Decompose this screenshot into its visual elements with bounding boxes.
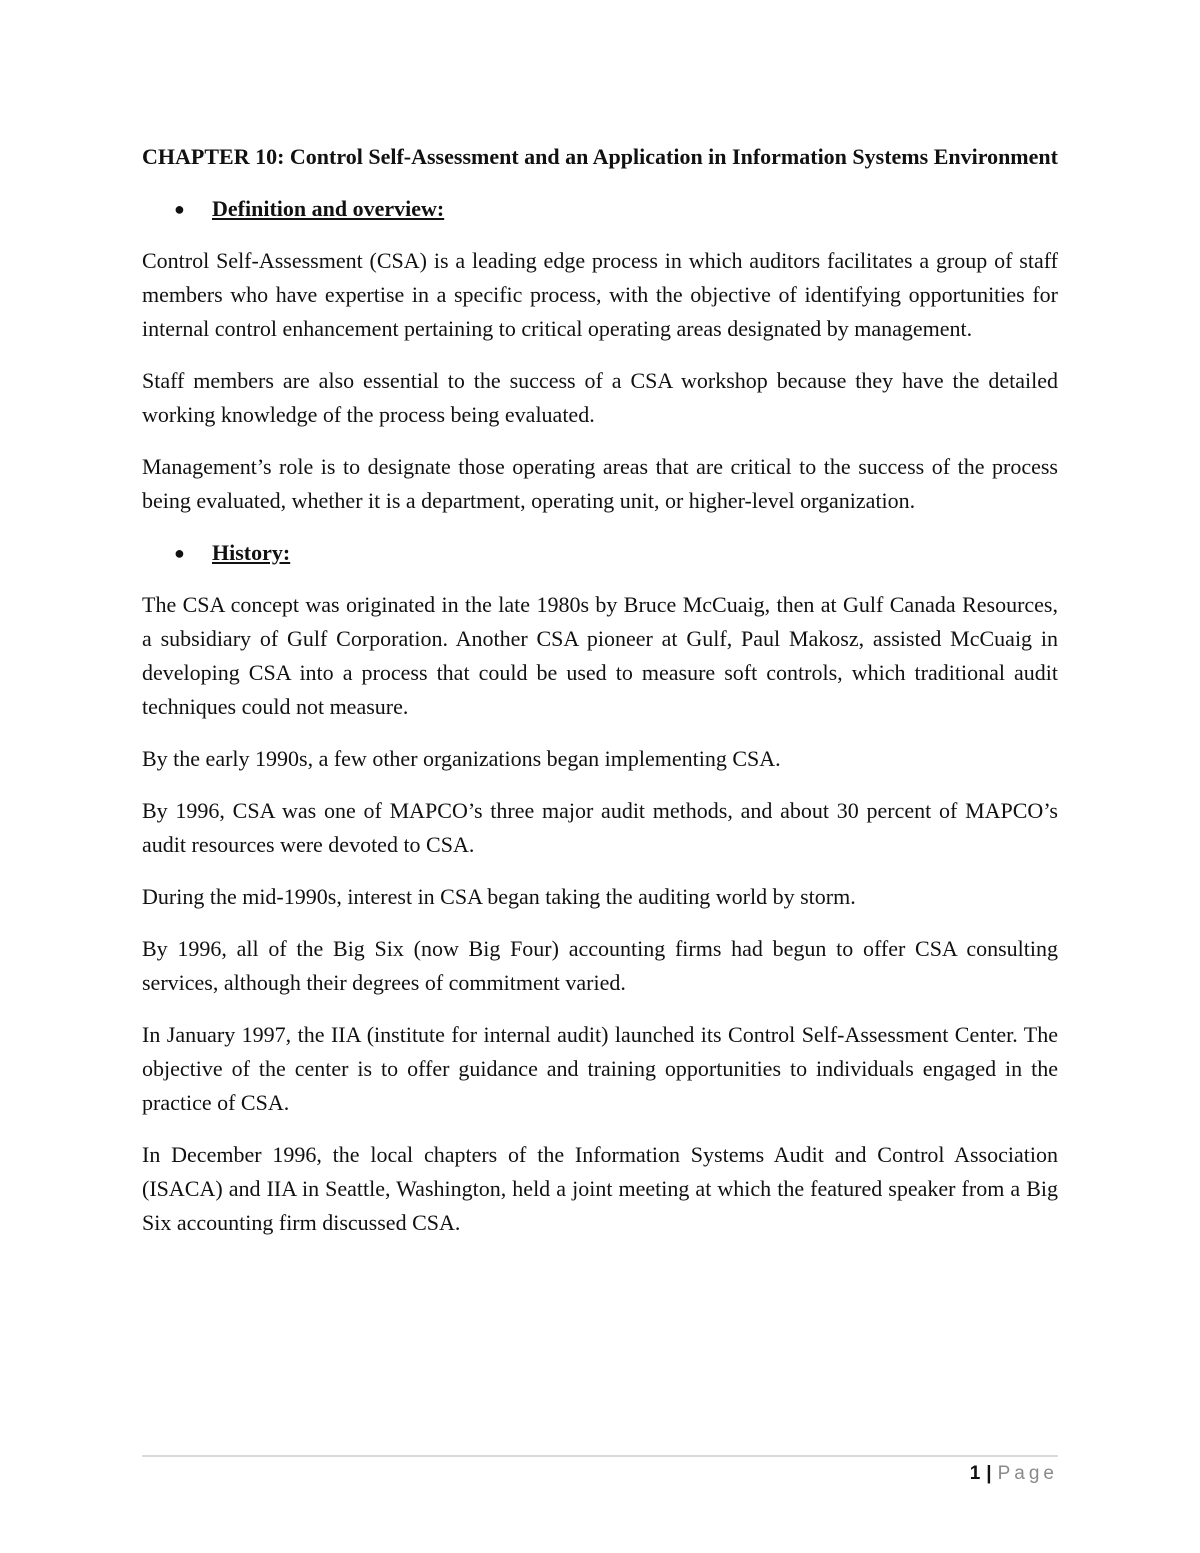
- paragraph: By the early 1990s, a few other organizations began implementing CSA.: [142, 746, 781, 771]
- paragraph: During the mid-1990s, interest in CSA began taking the auditing world by storm.: [142, 884, 856, 909]
- paragraph: By 1996, all of the Big Six (now Big Four) accounting firms had begun to offer CSA consulting services, although their degrees of commitment varied.: [142, 936, 1058, 995]
- section-heading-history: [142, 536, 1058, 570]
- paragraph: Control Self-Assessment (CSA) is a leading edge process in which auditors facilitates a group of staff members who have expertise in a specific process, with the objective of identifying opportunities for internal control enhancement pertaining to critical operating areas designated by management.: [142, 248, 1058, 341]
- paragraph: Staff members are also essential to the success of a CSA workshop because they have the detailed working knowledge of the process being evaluated.: [142, 368, 1058, 427]
- paragraph: In December 1996, the local chapters of the Information Systems Audit and Control Association (ISACA) and IIA in Seattle, Washington, held a joint meeting at which the featured speaker from a Big Six accounting firm discussed CSA.: [142, 1142, 1058, 1235]
- chapter-title: CHAPTER 10: Control Self-Assessment and an Application in Information Systems Environment: [142, 144, 1058, 169]
- paragraph: In January 1997, the IIA (institute for internal audit) launched its Control Self-Assessment Center. The objective of the center is to offer guidance and training opportunities to individuals engaged in the practice of CSA.: [142, 1022, 1058, 1115]
- bullet-icon: ●: [174, 199, 185, 219]
- page-number: 1: [969, 1463, 981, 1484]
- footer-divider: [142, 1455, 1058, 1457]
- paragraph: By 1996, CSA was one of MAPCO’s three major audit methods, and about 30 percent of MAPCO’s audit resources were devoted to CSA.: [142, 798, 1058, 857]
- footer-separator: |: [986, 1463, 992, 1484]
- section-heading-definition: [142, 192, 1058, 226]
- page-footer: [970, 1462, 1058, 1486]
- section-heading-text: History:: [212, 540, 291, 565]
- page-label: Page: [997, 1463, 1058, 1484]
- document-page: [142, 140, 1058, 1258]
- paragraph: Management’s role is to designate those operating areas that are critical to the success of the process being evaluated, whether it is a department, operating unit, or higher-level organization.: [142, 454, 1058, 513]
- section-heading-text: Definition and overview:: [212, 196, 445, 221]
- bullet-icon: ●: [174, 543, 185, 563]
- paragraph: The CSA concept was originated in the late 1980s by Bruce McCuaig, then at Gulf Canada Resources, a subsidiary of Gulf Corporation. Another CSA pioneer at Gulf, Paul Makosz, assisted McCuaig in developing CSA into a process that could be used to measure soft controls, which traditional audit techniques could not measure.: [142, 592, 1058, 719]
